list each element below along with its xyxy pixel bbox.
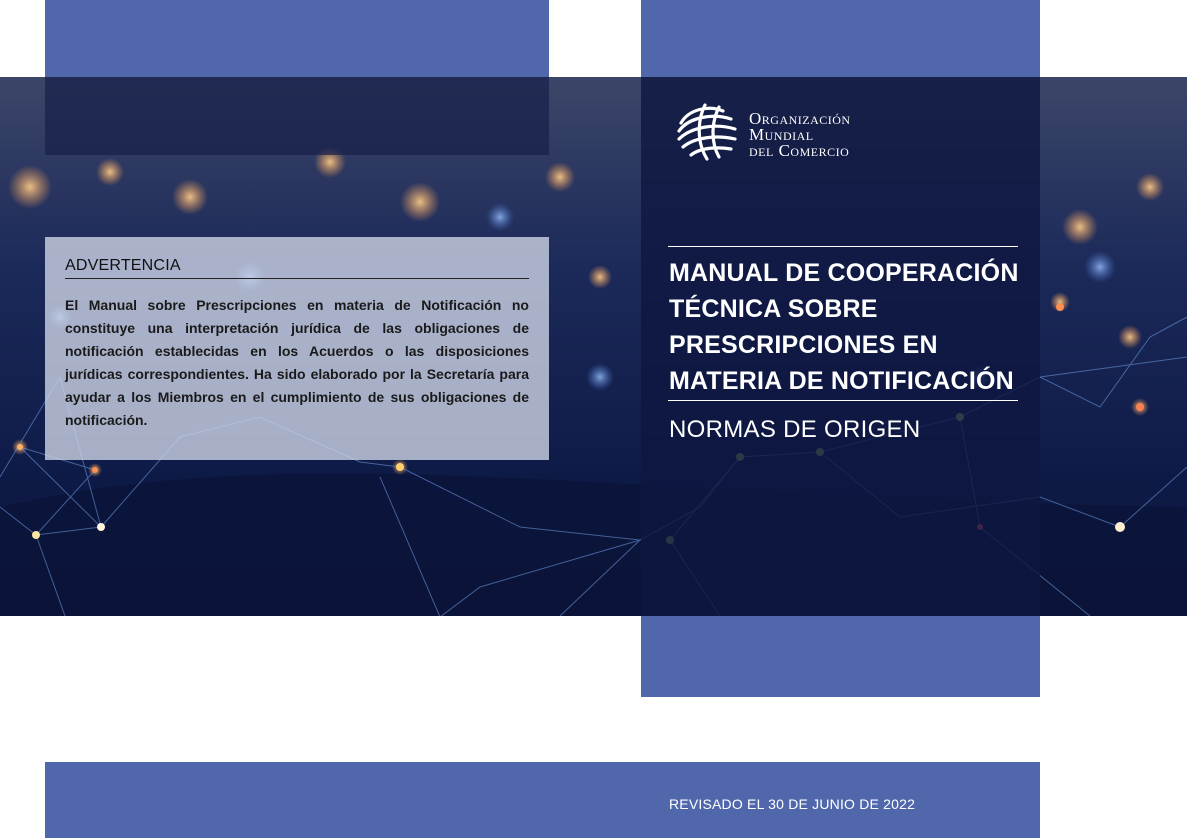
warning-box — [45, 237, 549, 460]
document-subtitle: NORMAS DE ORIGEN — [669, 416, 921, 443]
wto-emblem-icon — [675, 101, 739, 168]
revision-date: REVISADO EL 30 DE JUNIO DE 2022 — [669, 796, 916, 812]
org-name-line-2: Mundial — [749, 124, 814, 144]
warning-text: El Manual sobre Prescripciones en materia de Notificación no constituye una interpretación jurídica de las obligaciones de notificación establecidas en los Acuerdos o las disposiciones jurídicas correspondientes. Ha sido elaborado por la Secretaría para ayudar a los Miembros en el cumplimiento de sus obligaciones de notificación. — [65, 297, 529, 428]
title-line-4: MATERIA DE NOTIFICACIÓN — [669, 367, 1014, 395]
document-title — [669, 255, 1019, 399]
wto-logo — [675, 101, 851, 168]
title-line-1: MANUAL DE COOPERACIÓN — [669, 259, 1019, 287]
warning-divider — [65, 278, 529, 279]
title-top-rule — [668, 246, 1018, 247]
title-bottom-rule — [668, 400, 1018, 401]
title-line-3: PRESCRIPCIONES EN — [669, 331, 938, 359]
org-name-line-1: Organización — [749, 108, 851, 128]
title-line-2: TÉCNICA SOBRE — [669, 295, 878, 323]
organization-name — [749, 108, 851, 160]
top-left-dark-overlay — [45, 77, 549, 155]
org-name-line-3: del Comercio — [749, 140, 850, 160]
warning-heading: ADVERTENCIA — [65, 257, 181, 274]
